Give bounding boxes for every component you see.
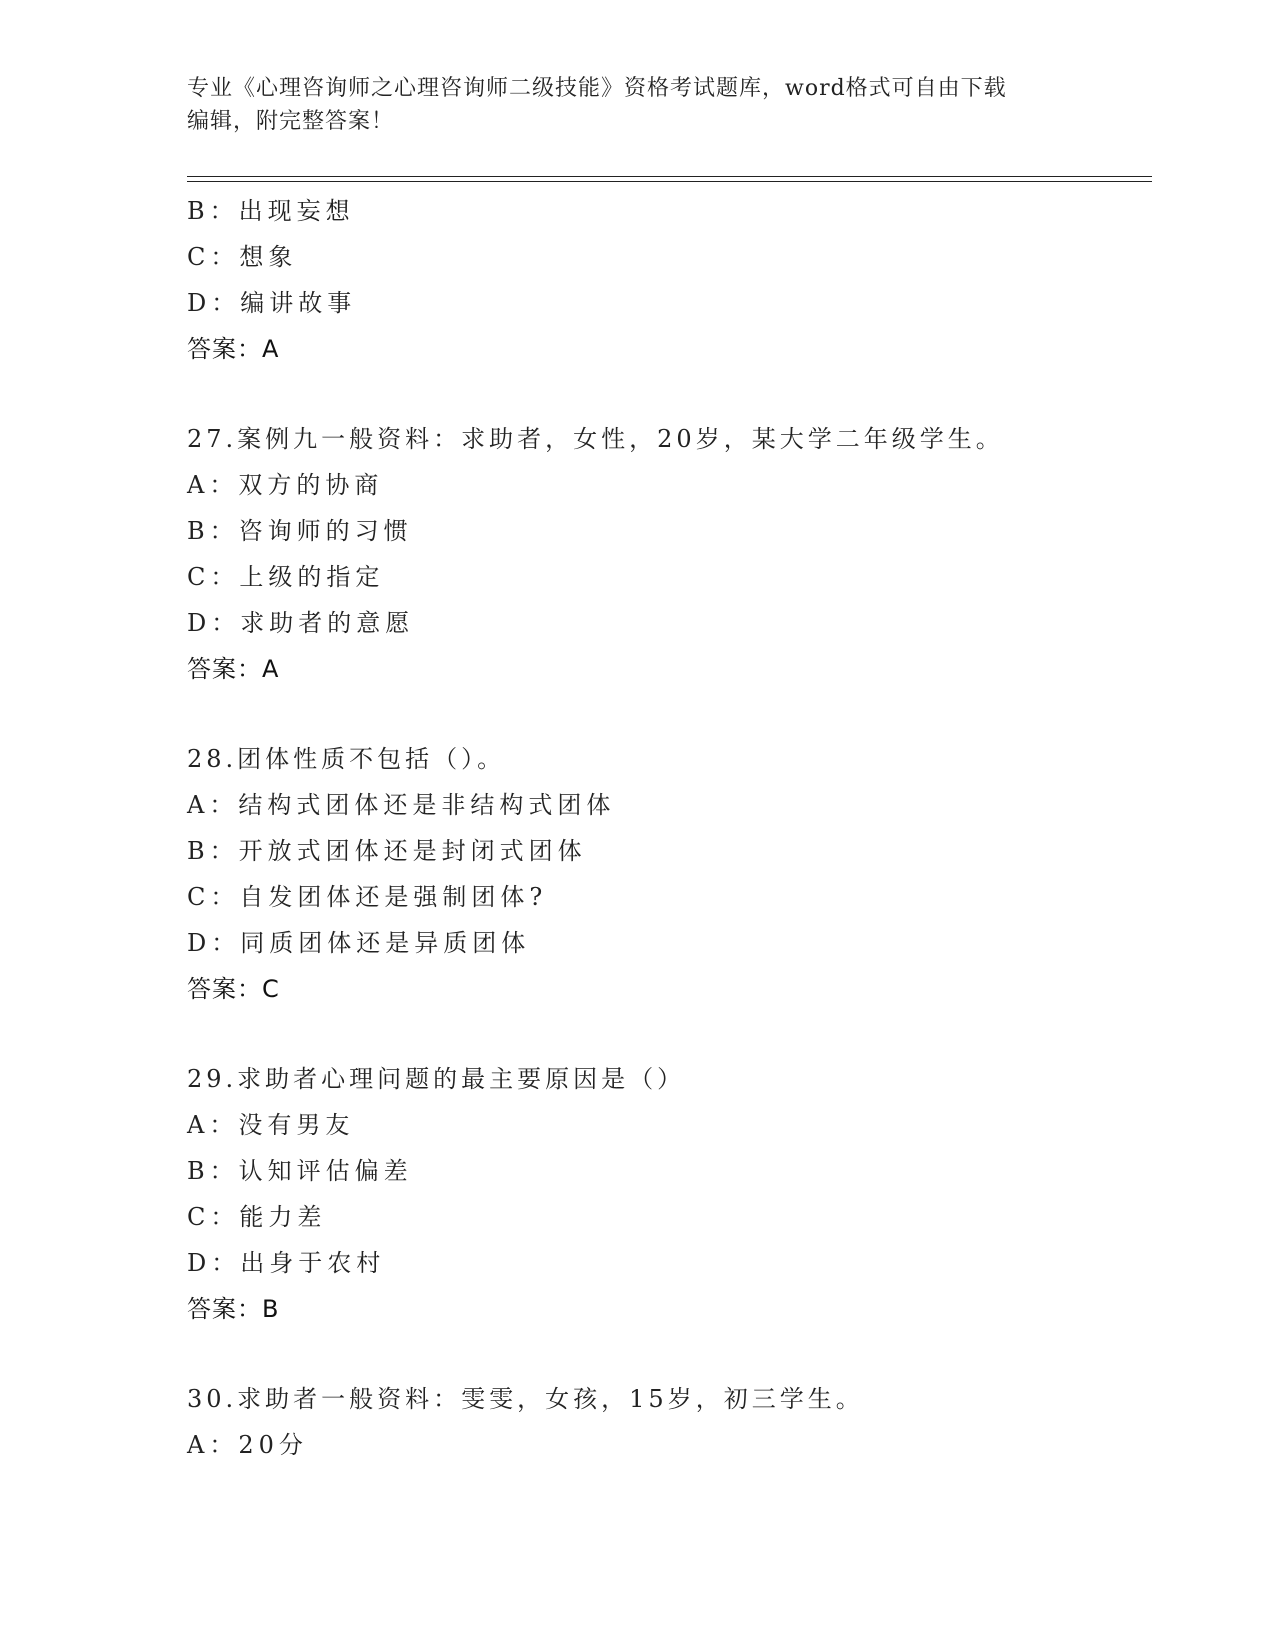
option-line: A：没有男友 <box>187 1111 355 1139</box>
option-line: B：出现妄想 <box>187 197 355 225</box>
option-line: B：开放式团体还是封闭式团体 <box>187 837 587 865</box>
answer-line: 答案：C <box>187 975 280 1003</box>
spacer <box>187 692 1147 736</box>
spacer <box>187 1012 1147 1056</box>
option-line: D：编讲故事 <box>187 289 357 317</box>
question-stem: 29.求助者心理问题的最主要原因是（） <box>187 1065 686 1093</box>
question-stem: 28.团体性质不包括（）。 <box>187 745 506 773</box>
option-line: D：出身于农村 <box>187 1249 386 1277</box>
question-stem: 27.案例九一般资料：求助者，女性，20岁，某大学二年级学生。 <box>187 425 1004 453</box>
option-line: A：双方的协商 <box>187 471 384 499</box>
spacer <box>187 372 1147 416</box>
spacer <box>187 1332 1147 1376</box>
option-line: B：咨询师的习惯 <box>187 517 413 545</box>
option-line: C：上级的指定 <box>187 563 385 591</box>
answer-line: 答案：A <box>187 655 280 683</box>
option-line: C：想象 <box>187 243 298 271</box>
answer-line: 答案：B <box>187 1295 280 1323</box>
question-list <box>187 188 1147 1468</box>
option-line: D：同质团体还是异质团体 <box>187 929 531 957</box>
option-line: A：结构式团体还是非结构式团体 <box>187 791 616 819</box>
question-stem: 30.求助者一般资料：雯雯，女孩，15岁，初三学生。 <box>187 1385 864 1413</box>
option-line: D：求助者的意愿 <box>187 609 415 637</box>
option-line: C：自发团体还是强制团体? <box>187 883 548 911</box>
option-line: C：能力差 <box>187 1203 327 1231</box>
option-line: B：认知评估偏差 <box>187 1157 413 1185</box>
document-header <box>187 72 1087 138</box>
answer-line: 答案：A <box>187 335 280 363</box>
header-divider-bottom <box>187 181 1152 182</box>
header-line-1: 专业《心理咨询师之心理咨询师二级技能》资格考试题库，word格式可自由下载 <box>187 76 1007 101</box>
header-divider-top <box>187 176 1152 177</box>
header-line-2: 编辑，附完整答案！ <box>187 109 395 134</box>
option-line: A：20分 <box>187 1431 308 1459</box>
